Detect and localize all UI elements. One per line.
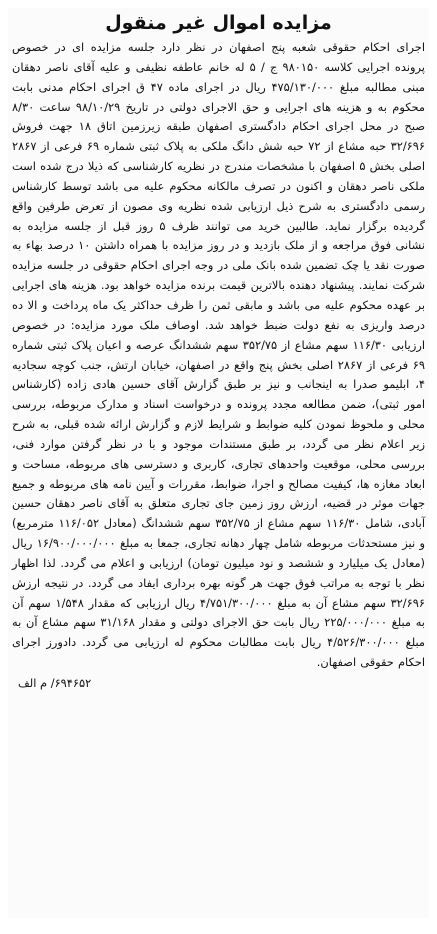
notice-title: مزایده اموال غیر منقول xyxy=(105,12,332,34)
auction-notice xyxy=(8,8,429,918)
notice-body: اجرای احکام حقوقی شعبه پنج اصفهان در نظر دارد جلسه مزایده ای در خصوص پرونده اجرایی کلاسه ۹۸۰۱۵۰ ج / ۵ له خانم عاطفه نظیفی و علیه آقای ناصر دهقان مبنی مطالبه مبلغ ۴۷۵/۱۳۰/۰۰۰ ریال در اجرای ماده ۴۷ ق اجرای احکام مدنی بابت محکوم به و هزینه های اجرایی و حق الاجرای دولتی در تاریخ ۹۸/۱۰/۲۹ ساعت ۸/۳۰ صبح در محل اجرای احکام دادگستری اصفهان طبقه زیرزمین اتاق ۱۸ جهت فروش ۳۲/۶۹۶ حبه مشاع از ۷۲ حبه شش دانگ ملکی به پلاک ثبتی شماره ۶۹ فرعی از ۲۸۶۷ اصلی بخش ۵ اصفهان با مشخصات مندرج در نظریه کارشناسی که ذیلا درج شده است ملکی ناصر دهقان و اکنون در تصرف مالکانه محکوم علیه می باشد توسط کارشناس رسمی دادگستری به شرح ذیل ارزیابی شده نظریه وی مصون از تعرض طرفین واقع گردیده برگزار نماید. طالبین خرید می توانند ظرف ۵ روز قبل از جلسه مزایده به نشانی فوق مراجعه و از ملک بازدید و در روز مزایده با همراه داشتن ۱۰ درصد بهاء به صورت نقد یا چک تضمین شده بانک ملی در وجه اجرای احکام حقوقی در جلسه مزایده شرکت نمایند. پیشنهاد دهنده بالاترین قیمت برنده مزایده خواهد بود. هزینه های اجرایی بر عهده محکوم علیه می باشد و مابقی ثمن را ظرف حداکثر یک ماه پرداخت و الا ده درصد واریزی به نفع دولت ضبط خواهد شد. اوصاف ملک مورد مزایده: در خصوص ارزیابی ۱۱۶/۳۰ سهم مشاع از ۳۵۲/۷۵ سهم ششدانگ عرصه و اعیان پلاک ثبتی شماره ۶۹ فرعی از ۲۸۶۷ اصلی بخش پنج واقع در اصفهان، خیابان ارتش، جنب کوچه سجادیه ۴، ابلیمو صدرا به اینجانب و نیز بر طبق گزارش آقای حسین هادی زاده (کارشناس امور ثبتی)، ضمن مطالعه مجدد پرونده و درخواست اسناد و مدارک مربوطه، بررسی محلی و ملحوظ نمودن کلیه ضوابط و شرایط لازم و گزارش ارائه شده قبلی، به شرح زیر اعلام نظر می گردد، بر طبق مستندات موجود و با در نظر گرفتن موارد فنی، بررسی محلی، موقعیت واحدهای تجاری، کاربری و دسترسی های مربوطه، مساحت و ابعاد مغازه ها، کیفیت مصالح و اجرا، ضوابط، مقررات و آیین نامه های مربوطه و جمیع جهات موثر در قضیه، ارزش روز زمین جای تجاری متعلق به آقای ناصر دهقان حسین آبادی، شامل ۱۱۶/۳۰ سهم مشاع از ۳۵۲/۷۵ سهم ششدانگ (معادل ۱۱۶/۰۵۲ مترمربع) و نیز مستحدثات مربوطه شامل چهار دهانه تجاری، جمعا به مبلغ ۱۶/۹۰۰/۰۰۰/۰۰۰ ریال (معادل یک میلیارد و ششصد و نود میلیون تومان) ارزیابی و اعلام می گردد. لذا اظهار نظر با توجه به مراتب فوق جهت هر گونه بهره برداری ایفاد می گردد. در نتیجه ارزش ۳۲/۶۹۶ سهم مشاع آن به مبلغ ۴/۷۵۱/۳۰۰/۰۰۰ ریال ارزیابی که مقدار ۱/۵۴۸ سهم آن به مبلغ ۲۲۵/۰۰۰/۰۰۰ ریال بابت حق الاجرای دولتی و مقدار ۳۱/۱۶۸ سهم مشاع آن به مبلغ ۴/۵۲۶/۳۰۰/۰۰۰ ریال بابت مطالبات محکوم له ارزیابی می گردد. دادورز اجرای احکام حقوقی اصفهان. xyxy=(12,40,426,670)
notice-reference-number: ۶۹۴۶۵۲/ م الف xyxy=(18,676,92,690)
